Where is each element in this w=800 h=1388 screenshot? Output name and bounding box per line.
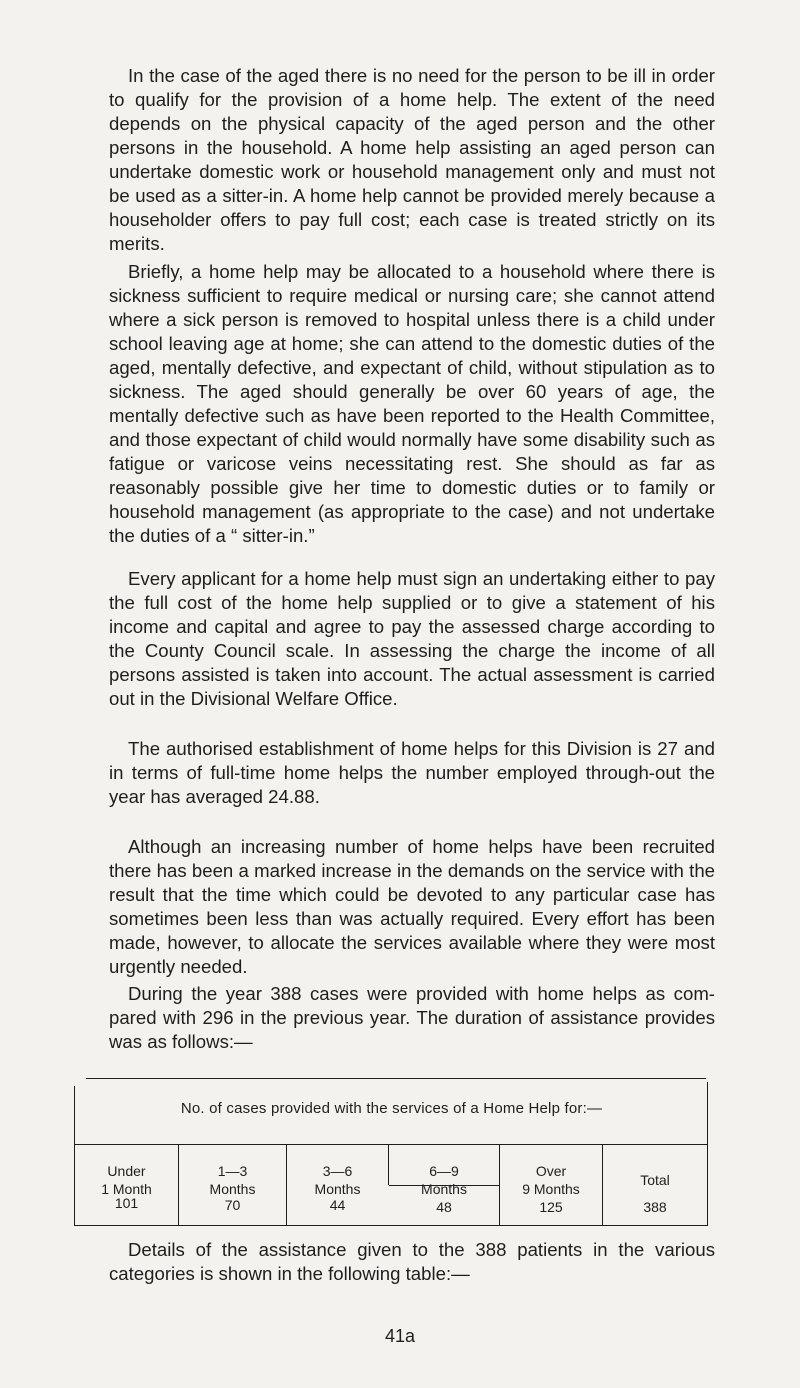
page-number: 41a: [384, 1326, 416, 1346]
table-caption: No. of cases provided with the services of a Home Help for:—: [180, 1100, 603, 1117]
value-1-3-months: 70: [224, 1197, 241, 1213]
header-line: 9 Months: [522, 1181, 580, 1197]
paragraph-cases-provided: During the year 388 cases were provided with home helps as com-pared with 296 in the previous year. The duration of assistance provides was as follows:—: [109, 983, 715, 1052]
paragraph-allocation-criteria: Briefly, a home help may be allocated to a household where there is sickness sufficient to require medical or nursing care; she cannot attend where a sick person is removed to hospital unless there is a child under school leaving age at home; she can attend to the domestic duties of the aged, mentally defective, and expectant of child, without stipulation as to sickness. The aged should generally be over 60 years of age, the mentally defective such as have been reported to the Health Committee, and those expectant of child would normally have some disability such as fatigue or varicose veins necessitating rest. She should as far as reasonably possible give her time to domestic duties or to family or household management (as appropriate to the case) and not undertake the duties of a “ sitter-in.”: [109, 261, 715, 546]
header-6-9-months: [389, 1162, 499, 1198]
table-bottom-rule: [75, 1225, 707, 1226]
paragraph-details-intro: Details of the assistance given to the 388 patients in the various categories is shown in the following table:—: [109, 1239, 715, 1284]
value-6-9-months: 48: [436, 1199, 452, 1215]
paragraph-aged-eligibility: In the case of the aged there is no need for the person to be ill in order to qualify for the provision of a home help. The extent of the need depends on the physical capacity of the aged person and the other persons in the household. A home help assisting an aged person can undertake domestic work or household management only and must not be used as a sitter-in. A home help cannot be provided merely because a householder offers to pay full cost; each case is treated strictly on its merits.: [109, 65, 715, 254]
header-line: 1 Month: [101, 1181, 152, 1197]
table-top-rule: [86, 1078, 706, 1079]
paragraph-establishment: The authorised establishment of home helps for this Division is 27 and in terms of full-time home helps the number employed through-out the year has averaged 24.88.: [109, 738, 715, 807]
header-line: 1—3: [217, 1163, 248, 1179]
home-help-duration-table: [74, 1078, 709, 1226]
value-over-9-months: 125: [539, 1199, 563, 1215]
paragraph-recruitment: Although an increasing number of home helps have been recruited there has been a marked increase in the demands on the service with the result that the time which could be devoted to any particular case has sometimes been less than was actually required. Every effort has been made, however, to allocate the services available where they were most urgently needed.: [109, 836, 715, 977]
header-line: 6—9: [429, 1163, 459, 1179]
header-under-1-month: [75, 1162, 178, 1198]
table-header-rule: [75, 1144, 707, 1145]
value-under-1-month: 101: [114, 1195, 139, 1211]
paragraph-applicant-undertaking: Every applicant for a home help must sign an undertaking either to pay the full cost of the home help supplied or to give a statement of his income and capital and agree to pay the assessed charge according to the County Council scale. In assessing the charge the income of all persons assisted is taken into account. The actual assessment is carried out in the Divisional Welfare Office.: [109, 568, 715, 709]
header-line: Over: [535, 1163, 567, 1179]
value-3-6-months: 44: [329, 1197, 346, 1213]
header-total: [603, 1171, 707, 1189]
header-line: Months: [314, 1181, 361, 1197]
header-line: 3—6: [322, 1163, 353, 1179]
header-3-6-months: [287, 1162, 388, 1198]
header-line: Months: [421, 1181, 467, 1197]
value-total: 388: [643, 1199, 667, 1215]
header-line: Under: [107, 1163, 146, 1179]
header-line: Months: [209, 1181, 256, 1197]
header-line: Total: [640, 1172, 670, 1188]
header-1-3-months: [179, 1162, 286, 1198]
header-over-9-months: [500, 1162, 602, 1198]
